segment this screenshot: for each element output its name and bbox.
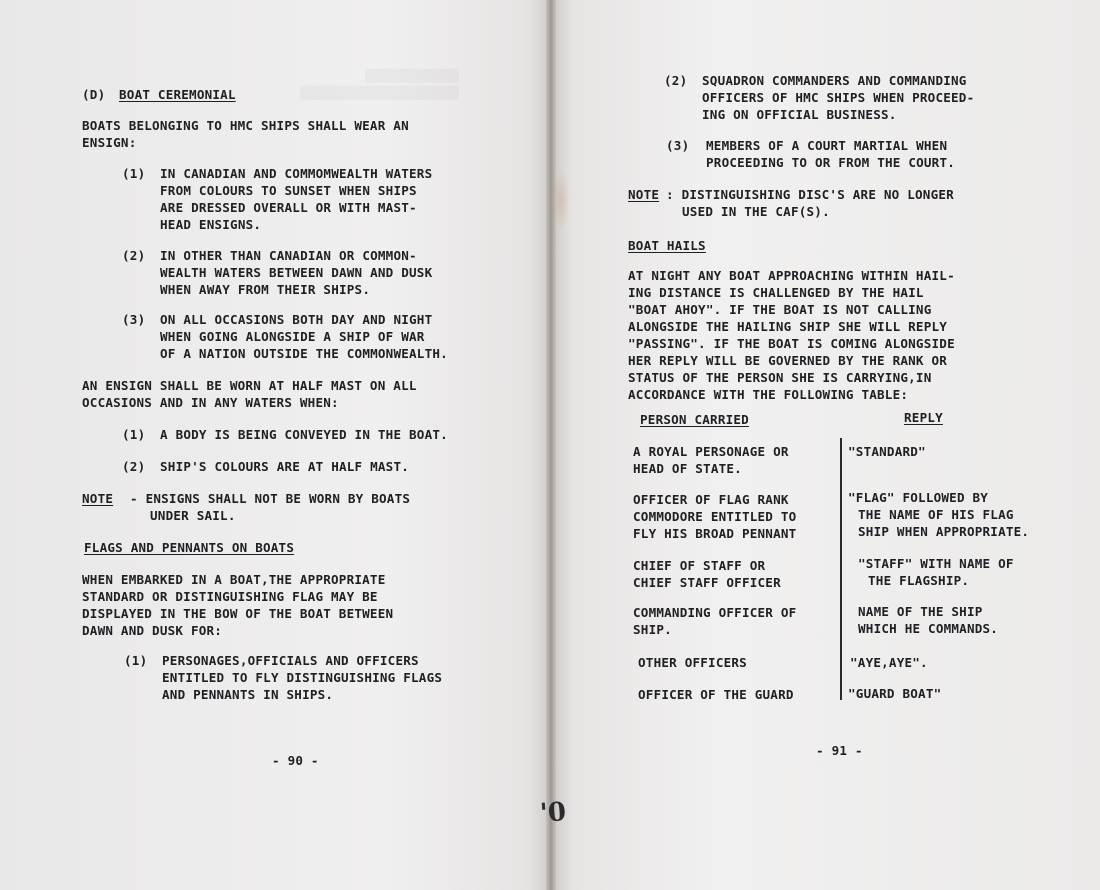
page-number-left: - 90 -	[272, 753, 319, 768]
table-cell-person: COMMODORE ENTITLED TO	[633, 509, 797, 524]
table-cell-person: OTHER OFFICERS	[638, 655, 747, 670]
half-mast-intro-line: OCCASIONS AND IN ANY WATERS WHEN:	[82, 395, 339, 410]
table-cell-reply: WHICH HE COMMANDS.	[858, 621, 999, 636]
list-item-line: ARE DRESSED OVERALL OR WITH MAST-	[160, 200, 417, 215]
table-cell-person: CHIEF OF STAFF OR	[633, 558, 766, 573]
table-cell-reply: NAME OF THE SHIP	[858, 604, 983, 619]
table-cell-person: CHIEF STAFF OFFICER	[633, 575, 781, 590]
table-header-person: PERSON CARRIED	[640, 412, 749, 427]
table-cell-person: OFFICER OF THE GUARD	[638, 687, 794, 702]
bleed-through: ▒▒▒▒▒▒▒▒▒▒▒▒▒ ▒▒▒▒▒▒▒▒▒▒▒▒▒▒▒▒▒▒▒▒▒▒	[300, 69, 459, 100]
flags-intro-line: STANDARD OR DISTINGUISHING FLAG MAY BE	[82, 589, 378, 604]
book-gutter	[546, 0, 556, 890]
note-line: UNDER SAIL.	[150, 508, 236, 523]
hails-text-line: STATUS OF THE PERSON SHE IS CARRYING,IN	[628, 370, 932, 385]
half-mast-intro-line: AN ENSIGN SHALL BE WORN AT HALF MAST ON ALL	[82, 378, 417, 393]
flags-intro-line: DISPLAYED IN THE BOW OF THE BOAT BETWEEN	[82, 606, 394, 621]
list-item-line: HEAD ENSIGNS.	[160, 217, 262, 232]
list-number: (2)	[122, 459, 146, 474]
list-item-line: ING ON OFFICIAL BUSINESS.	[702, 107, 897, 122]
section-heading-boat-hails: BOAT HAILS	[628, 238, 706, 253]
list-item-line: WHEN GOING ALONGSIDE A SHIP OF WAR	[160, 329, 425, 344]
table-cell-person: A ROYAL PERSONAGE OR	[633, 444, 789, 459]
table-cell-reply: "GUARD BOAT"	[848, 686, 942, 701]
list-item-line: FROM COLOURS TO SUNSET WHEN SHIPS	[160, 183, 417, 198]
list-number: (1)	[124, 653, 148, 668]
list-item-line: PERSONAGES,OFFICIALS AND OFFICERS	[162, 653, 419, 668]
section-letter: (D)	[82, 87, 106, 102]
table-divider	[840, 438, 842, 700]
hails-text-line: ALONGSIDE THE HAILING SHIP SHE WILL REPLY	[628, 319, 948, 334]
paper-stain	[552, 170, 570, 230]
list-item-line: OFFICERS OF HMC SHIPS WHEN PROCEED-	[702, 90, 975, 105]
note-label: NOTE	[82, 491, 114, 506]
table-cell-reply: THE NAME OF HIS FLAG	[858, 507, 1014, 522]
flags-intro-line: DAWN AND DUSK FOR:	[82, 623, 223, 638]
intro-line: BOATS BELONGING TO HMC SHIPS SHALL WEAR AN	[82, 118, 409, 133]
list-number: (2)	[122, 248, 146, 263]
list-number: (3)	[666, 138, 690, 153]
list-number: (1)	[122, 427, 146, 442]
list-item-line: WHEN AWAY FROM THEIR SHIPS.	[160, 282, 371, 297]
table-header-reply: REPLY	[904, 410, 943, 425]
list-item-line: A BODY IS BEING CONVEYED IN THE BOAT.	[160, 427, 448, 442]
list-item-line: ON ALL OCCASIONS BOTH DAY AND NIGHT	[160, 312, 433, 327]
list-item-line: ENTITLED TO FLY DISTINGUISHING FLAGS	[162, 670, 443, 685]
table-cell-person: HEAD OF STATE.	[633, 461, 742, 476]
intro-line: ENSIGN:	[82, 135, 137, 150]
list-item-line: MEMBERS OF A COURT MARTIAL WHEN	[706, 138, 948, 153]
table-cell-reply: THE FLAGSHIP.	[868, 573, 970, 588]
hails-text-line: ING DISTANCE IS CHALLENGED BY THE HAIL	[628, 285, 924, 300]
table-cell-reply: "AYE,AYE".	[850, 655, 928, 670]
list-item-line: OF A NATION OUTSIDE THE COMMONWEALTH.	[160, 346, 448, 361]
table-cell-person: OFFICER OF FLAG RANK	[633, 492, 789, 507]
list-item-line: PROCEEDING TO OR FROM THE COURT.	[706, 155, 956, 170]
list-number: (1)	[122, 166, 146, 181]
table-cell-reply: "FLAG" FOLLOWED BY	[848, 490, 989, 505]
list-item-line: AND PENNANTS IN SHIPS.	[162, 687, 334, 702]
table-cell-reply: "STANDARD"	[848, 444, 926, 459]
hails-text-line: ACCORDANCE WITH THE FOLLOWING TABLE:	[628, 387, 909, 402]
hails-text-line: AT NIGHT ANY BOAT APPROACHING WITHIN HAIL-	[628, 268, 955, 283]
table-cell-person: FLY HIS BROAD PENNANT	[633, 526, 797, 541]
section-heading-flags: FLAGS AND PENNANTS ON BOATS	[84, 540, 295, 555]
list-number: (3)	[122, 312, 146, 327]
list-number: (2)	[664, 73, 688, 88]
gutter-handwritten-mark: '0	[538, 797, 568, 829]
hails-text-line: HER REPLY WILL BE GOVERNED BY THE RANK OR	[628, 353, 948, 368]
note-line: USED IN THE CAF(S).	[682, 204, 830, 219]
list-item-line: IN CANADIAN AND COMMOMWEALTH WATERS	[160, 166, 433, 181]
list-item-line: IN OTHER THAN CANADIAN OR COMMON-	[160, 248, 417, 263]
list-item-line: SQUADRON COMMANDERS AND COMMANDING	[702, 73, 967, 88]
note-label: NOTE	[628, 187, 660, 202]
list-item-line: SHIP'S COLOURS ARE AT HALF MAST.	[160, 459, 410, 474]
section-heading-boat-ceremonial: BOAT CEREMONIAL	[119, 87, 236, 102]
hails-text-line: "BOAT AHOY". IF THE BOAT IS NOT CALLING	[628, 302, 932, 317]
hails-text-line: "PASSING". IF THE BOAT IS COMING ALONGSIDE	[628, 336, 955, 351]
table-cell-reply: SHIP WHEN APPROPRIATE.	[858, 524, 1030, 539]
note-line: - ENSIGNS SHALL NOT BE WORN BY BOATS	[130, 491, 411, 506]
page-number-right: - 91 -	[816, 743, 863, 758]
list-item-line: WEALTH WATERS BETWEEN DAWN AND DUSK	[160, 265, 433, 280]
table-cell-reply: "STAFF" WITH NAME OF	[858, 556, 1014, 571]
flags-intro-line: WHEN EMBARKED IN A BOAT,THE APPROPRIATE	[82, 572, 386, 587]
table-cell-person: SHIP.	[633, 622, 672, 637]
table-cell-person: COMMANDING OFFICER OF	[633, 605, 797, 620]
note-line: : DISTINGUISHING DISC'S ARE NO LONGER	[666, 187, 954, 202]
